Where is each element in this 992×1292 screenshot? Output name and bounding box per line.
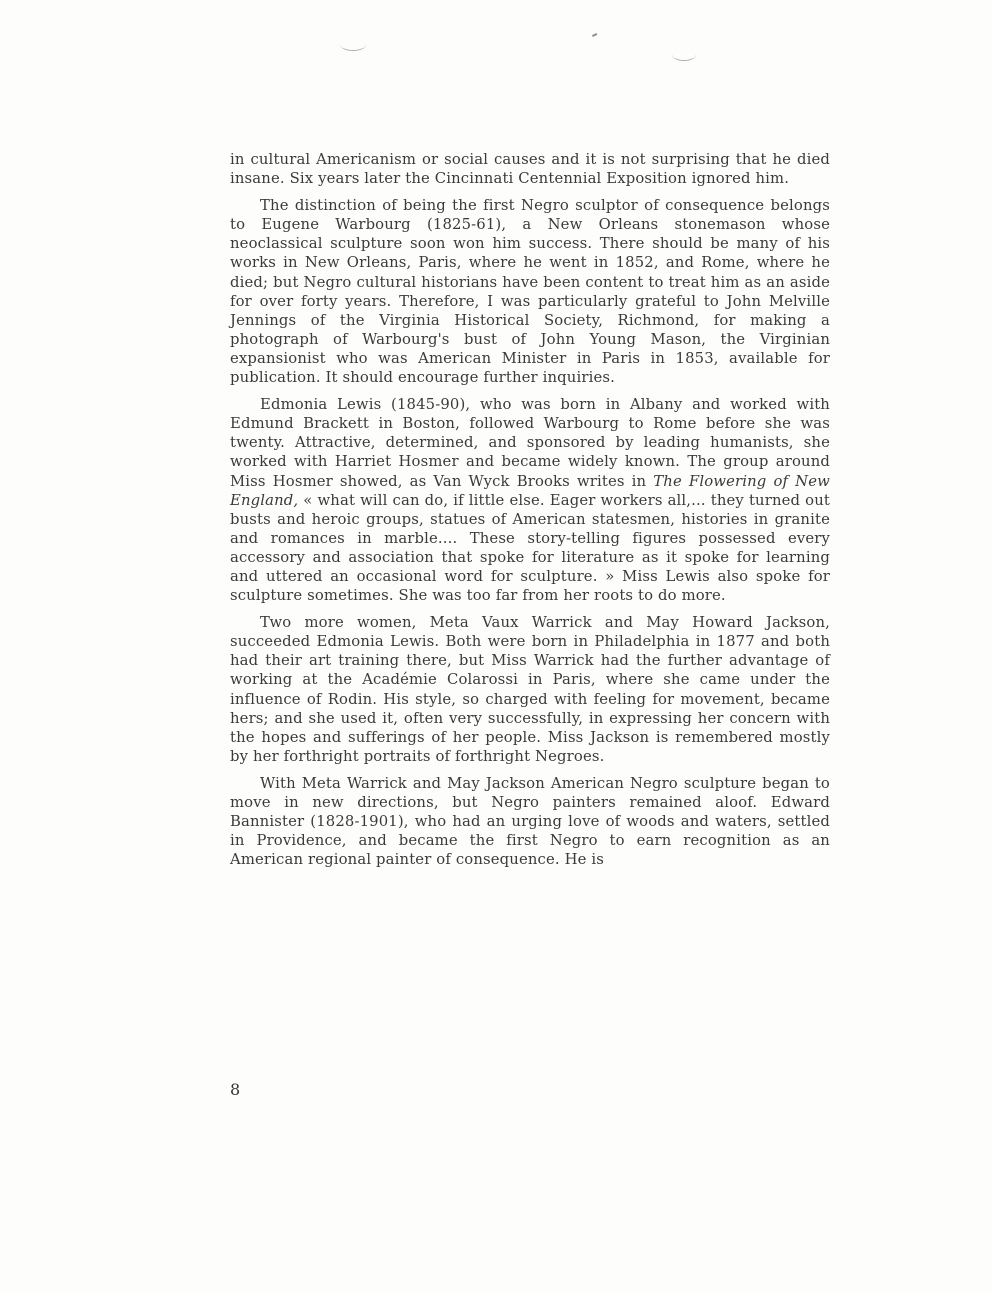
body-text — [230, 150, 830, 877]
paragraph: in cultural Americanism or social causes and it is not surprising that he died insane. Six years later the Cincinnati Centennial Exposition ignored him. — [230, 151, 830, 188]
paragraph: The distinction of being the first Negro sculptor of consequence belongs to Eugene Warbourg (1825-61), a New Orleans stonemason whose neoclassical sculpture soon won him success. There should be many of his works in New Orleans, Paris, where he went in 1852, and Rome, where he died; but Negro cultural historians have been content to treat him as an aside for over forty years. Therefore, I was particularly grateful to John Melville Jennings of the Virginia Historical Society, Richmond, for making a photograph of Warbourg's bust of John Young Mason, the Virginian expansionist who was American Minister in Paris in 1853, available for publication. It should encourage further inquiries. — [230, 197, 830, 387]
page-number: 8 — [230, 1080, 241, 1099]
paragraph: Edmonia Lewis (1845-90), who was born in Albany and worked with Edmund Brackett in Boston, followed Warbourg to Rome before she was twenty. Attractive, determined, and sponsored by leading humanists, she worked with Harriet Hosmer and became widely known. The group around Miss Hosmer showed, as Van Wyck Brooks writes in The Flowering of New England, « what will can do, if little else. Eager workers all,... they turned out busts and heroic groups, statues of American statesmen, histories in granite and romances in marble.... These story-telling figures possessed every accessory and association that spoke for literature as it spoke for learning and uttered an occasional word for sculpture. » Miss Lewis also spoke for sculpture sometimes. She was too far from her roots to do more. — [230, 396, 830, 605]
scan-artifact — [340, 38, 366, 51]
paragraph: With Meta Warrick and May Jackson American Negro sculpture began to move in new directions, but Negro painters remained aloof. Edward Bannister (1828-1901), who had an urging love of woods and waters, settled in Providence, and became the first Negro to earn recognition as an American regional painter of consequence. He is — [230, 774, 830, 869]
paragraph: Two more women, Meta Vaux Warrick and May Howard Jackson, succeeded Edmonia Lewis. Both were born in Philadelphia in 1877 and both had their art training there, but Miss Warrick had the further advantage of working at the Académie Colarossi in Paris, where she came under the influence of Rodin. His style, so charged with feeling for movement, became hers; and she used it, often very successfully, in expressing her concern with the hopes and sufferings of her people. Miss Jackson is remembered mostly by her forthright portraits of forthright Negroes. — [230, 614, 830, 765]
scan-artifact — [592, 33, 597, 36]
scan-artifact — [672, 48, 696, 61]
book-title: The Flowering of New England, — [230, 472, 830, 509]
